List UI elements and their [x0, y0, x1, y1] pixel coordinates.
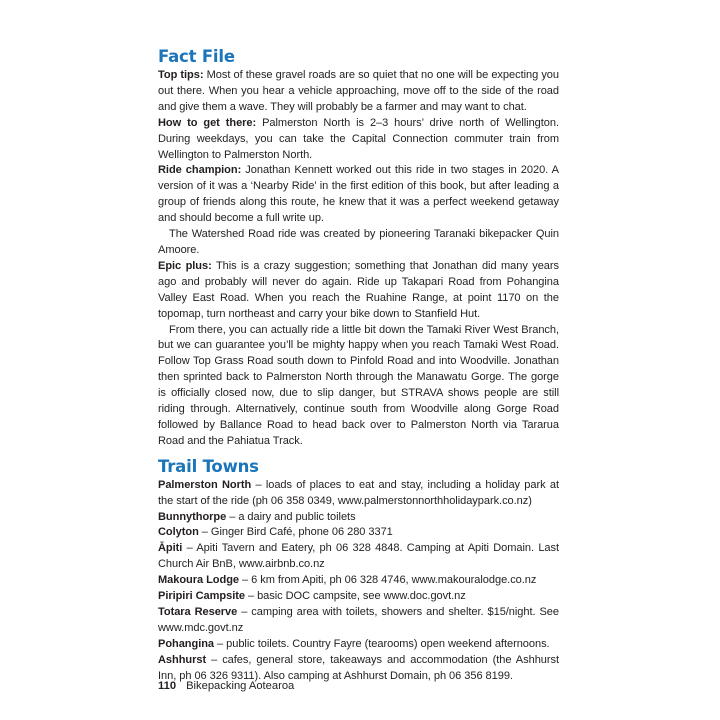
town-details: – camping area with toilets, showers and shelter. $15/night. See www.mdc.govt.nz	[158, 606, 559, 634]
fact-file-heading: Fact File	[158, 47, 235, 66]
fact-lead-ride-champion: Ride champion:	[158, 164, 242, 177]
town-details: – basic DOC campsite, see www.doc.govt.nz	[244, 590, 466, 603]
fact-text-how-to-get-there: Palmerston North is 2–3 hours’ drive north of Wellington. During weekdays, you can take the Capital Connection commuter train from Wellington to Palmerston North.	[158, 116, 559, 161]
fact-text-ride-champion: Jonathan Kennett worked out this ride in two stages in 2020. A version of it was a ‘Nearby Ride’ in the first edition of this book, but after leading a group of friends along this route, he knew that it was a perfect weekend getaway and should become a full write up.	[158, 164, 559, 225]
page-footer	[158, 679, 294, 693]
town-name: Piripiri Campsite	[158, 590, 245, 603]
town-details: – 6 km from Apiti, ph 06 328 4746, www.makouralodge.co.nz	[238, 574, 537, 587]
fact-file-section	[158, 46, 559, 450]
fact-paragraph-ride-champion	[158, 163, 559, 227]
fact-text-epic-plus: This is a crazy suggestion; something that Jonathan did many years ago and probably will never do again. Ride up Takapari Road from Pohangina Valley East Road. When you reach the Ruahine Range, at point 1170 on the topomap, turn northeast and carry your bike down to Stanfield Hut.	[158, 259, 559, 320]
fact-paragraph-watershed-road	[158, 227, 559, 259]
town-entry-palmerston-north	[158, 478, 559, 510]
fact-text-watershed-road: The Watershed Road ride was created by pioneering Taranaki bikepacker Quin Amoore.	[158, 228, 559, 256]
fact-paragraph-epic-plus	[158, 259, 559, 323]
page-number: 110	[158, 680, 177, 692]
book-page	[158, 46, 559, 685]
book-title: Bikepacking Aotearoa	[186, 680, 295, 692]
town-name: Pohangina	[158, 637, 215, 650]
fact-paragraph-how-to-get-there	[158, 116, 559, 164]
town-entry-bunnythorpe	[158, 510, 559, 526]
town-details: – a dairy and public toilets	[226, 510, 356, 523]
town-name: Bunnythorpe	[158, 510, 227, 523]
trail-towns-heading: Trail Towns	[158, 456, 259, 476]
town-details: – Ginger Bird Café, phone 06 280 3371	[198, 526, 393, 539]
town-name: Totara Reserve	[158, 606, 238, 618]
town-name: Palmerston North	[158, 478, 252, 491]
town-entry-colyton	[158, 525, 559, 541]
town-entry-apiti	[158, 541, 559, 573]
town-details: – cafes, general store, takeaways and accommodation (the Ashhurst Inn, ph 06 326 9311). Also camping at Ashhurst Domain, ph 06 356 8199.	[158, 653, 559, 682]
fact-text-from-there: From there, you can actually ride a little bit down the Tamaki River West Branch, but we can guarantee you’ll be mighty happy when you reach Tamaki West Road. Follow Top Grass Road south down to Pinfold Road and into Woodville. Jonathan then sprinted back to Palmerston North through the Manawatu Gorge. The gorge is officially closed now, due to slip danger, but STRAVA shows people are still riding through. Alternatively, continue south from Woodville along Gorge Road followed by Ballance Road to head back over to Palmerston North via Tararua Road and the Pahiatua Track.	[158, 323, 559, 447]
town-details: – public toilets. Country Fayre (tearooms) open weekend afternoons.	[214, 637, 550, 650]
town-entry-makoura-lodge	[158, 573, 559, 589]
town-entry-piripiri-campsite	[158, 589, 559, 605]
fact-lead-epic-plus: Epic plus:	[158, 259, 212, 272]
town-name: Colyton	[158, 526, 199, 539]
town-entry-totara-reserve	[158, 605, 559, 637]
fact-lead-how-to-get-there: How to get there:	[158, 116, 257, 129]
town-name: Ashhurst	[158, 653, 207, 666]
fact-lead-top-tips: Top tips:	[158, 69, 204, 81]
town-name: Āpiti	[158, 542, 183, 555]
trail-towns-section	[158, 456, 559, 685]
fact-text-top-tips: Most of these gravel roads are so quiet that no one will be expecting you out there. When you hear a vehicle approaching, move off to the side of the road and give them a wave. They will probably be a farmer and may want to chat.	[158, 69, 559, 113]
fact-paragraph-from-there	[158, 323, 559, 450]
fact-paragraph-top-tips	[158, 68, 559, 116]
town-details: – loads of places to eat and stay, including a holiday park at the start of the ride (ph 06 358 0349, www.palmerstonnorthholidaypark.co.nz)	[158, 478, 559, 507]
town-entry-pohangina	[158, 637, 559, 653]
town-name: Makoura Lodge	[158, 574, 239, 587]
town-details: – Apiti Tavern and Eatery, ph 06 328 4848. Camping at Apiti Domain. Last Church Air BnB, www.airbnb.co.nz	[158, 542, 559, 571]
